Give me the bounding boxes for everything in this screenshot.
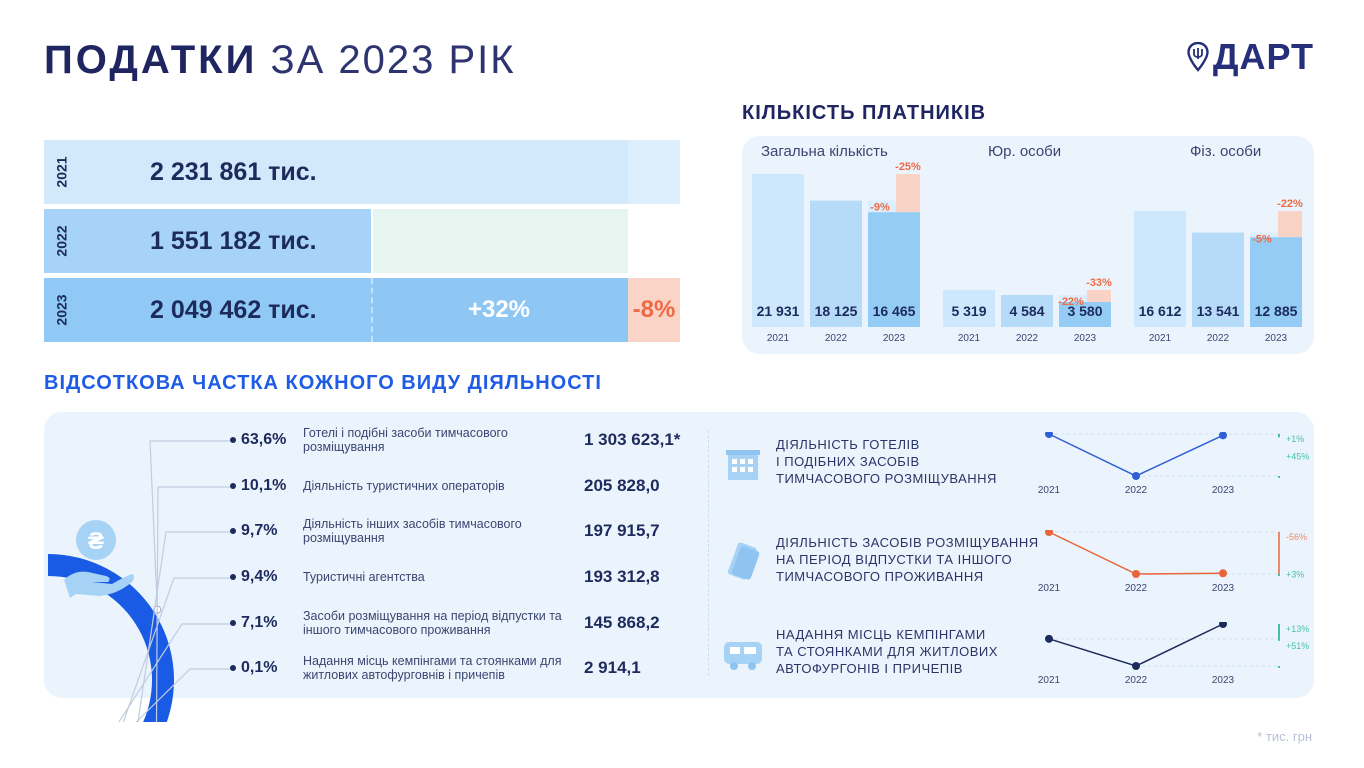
trend-line bbox=[1049, 434, 1223, 476]
share-value: 197 915,7 bbox=[584, 521, 660, 540]
payer-value: 18 125 bbox=[814, 303, 858, 319]
change-vs-2021: -33% bbox=[1086, 276, 1112, 289]
share-value: 1 303 623,1* bbox=[584, 430, 681, 449]
trend-label bbox=[776, 534, 1039, 585]
share-leader-line bbox=[150, 441, 230, 610]
share-label: Надання місць кемпінгами та стоянками для житлових автофурговнів і причепів bbox=[303, 654, 562, 682]
year-label: 2023 bbox=[54, 294, 70, 326]
trend-label-line: ТИМЧАСОВОГО ПРОЖИВАННЯ bbox=[776, 569, 984, 584]
trend-point bbox=[1219, 569, 1227, 577]
payer-value: 4 584 bbox=[1009, 303, 1045, 319]
trend-point bbox=[1132, 662, 1140, 670]
change-vs-2021: +1% bbox=[1286, 434, 1305, 444]
share-value: 205 828,0 bbox=[584, 476, 660, 495]
change-vs-2021: +13% bbox=[1286, 624, 1310, 634]
title-rest: ЗА 2023 РІК bbox=[270, 38, 516, 82]
share-value: 145 868,2 bbox=[584, 613, 660, 632]
share-percent: 10,1% bbox=[230, 477, 286, 495]
bar-2021 bbox=[44, 140, 628, 204]
share-percent: 0,1% bbox=[230, 659, 277, 677]
change-vs-2022: +45% bbox=[1286, 451, 1310, 462]
change-vs-2022: -5% bbox=[1252, 233, 1272, 246]
total-row-2021 bbox=[44, 140, 680, 204]
share-row bbox=[230, 509, 700, 553]
hotel-icon bbox=[722, 444, 766, 489]
payer-value: 12 885 bbox=[1254, 303, 1298, 319]
trend-label-line: І ПОДІБНИХ ЗАСОБІВ bbox=[776, 454, 920, 469]
bar-2021-tail bbox=[628, 140, 680, 204]
trend-year: 2023 bbox=[1211, 675, 1235, 686]
share-label: Діяльність інших засобів тимчасового розміщування bbox=[303, 517, 522, 545]
payer-year: 2021 bbox=[766, 333, 790, 344]
trend-year: 2021 bbox=[1037, 485, 1061, 496]
trend-chart bbox=[1030, 530, 1330, 605]
payer-year: 2022 bbox=[1015, 333, 1039, 344]
share-row bbox=[230, 601, 700, 645]
trend-point bbox=[1132, 570, 1140, 578]
trend-year: 2023 bbox=[1211, 485, 1235, 496]
growth-percent: +32% bbox=[467, 296, 531, 323]
ticket-icon bbox=[722, 542, 766, 587]
payers-title: КІЛЬКІСТЬ ПЛАТНИКІВ bbox=[742, 102, 987, 124]
share-row bbox=[230, 646, 700, 690]
payer-value: 16 465 bbox=[872, 303, 916, 319]
change-vs-2022: -9% bbox=[870, 201, 890, 214]
payer-value: 21 931 bbox=[756, 303, 800, 319]
title-bold: ПОДАТКИ bbox=[44, 38, 258, 82]
payer-year: 2021 bbox=[957, 333, 981, 344]
share-row bbox=[230, 418, 700, 462]
trend-label-line: ТА СТОЯНКАМИ ДЛЯ ЖИТЛОВИХ bbox=[776, 644, 998, 659]
trend-label-line: НА ПЕРІОД ВІДПУСТКИ ТА ІНШОГО bbox=[776, 552, 1013, 567]
share-percent: 7,1% bbox=[230, 614, 277, 632]
share-label: Готелі і подібні засоби тимчасового розміщування bbox=[303, 426, 508, 454]
total-row-2022 bbox=[44, 209, 680, 273]
trend-label-line: НАДАННЯ МІСЦЬ КЕМПІНГАМИ bbox=[776, 627, 986, 642]
trend-label-line: ДІЯЛЬНІСТЬ ГОТЕЛІВ bbox=[776, 437, 920, 452]
trend-point bbox=[1045, 530, 1053, 536]
trend-year: 2022 bbox=[1124, 485, 1148, 496]
share-row bbox=[230, 464, 700, 508]
divider bbox=[708, 430, 709, 676]
payer-year: 2023 bbox=[1264, 333, 1288, 344]
payer-value: 3 580 bbox=[1067, 303, 1103, 319]
change-vs-2022: -22% bbox=[1058, 296, 1084, 309]
share-percent: 9,4% bbox=[230, 568, 277, 586]
svg-text:₴: ₴ bbox=[87, 528, 105, 555]
share-row bbox=[230, 555, 700, 599]
trend-year: 2022 bbox=[1124, 675, 1148, 686]
trend-point bbox=[1045, 432, 1053, 438]
year-label: 2021 bbox=[54, 156, 70, 188]
trend-label bbox=[776, 436, 997, 487]
payer-year: 2023 bbox=[1073, 333, 1097, 344]
logo-text: ДАРТ bbox=[1212, 36, 1314, 77]
payer-year: 2022 bbox=[1206, 333, 1230, 344]
payer-value: 5 319 bbox=[951, 303, 987, 319]
total-row-2023 bbox=[44, 278, 680, 342]
shares-title: ВІДСОТКОВА ЧАСТКА КОЖНОГО ВИДУ ДІЯЛЬНОСТІ bbox=[44, 372, 602, 394]
payer-value: 16 612 bbox=[1138, 303, 1182, 319]
payers-chart bbox=[742, 136, 1314, 354]
payer-year: 2021 bbox=[1148, 333, 1172, 344]
decline-vs-2021 bbox=[1278, 211, 1302, 237]
share-percent: 63,6% bbox=[230, 431, 286, 449]
payer-year: 2022 bbox=[824, 333, 848, 344]
trend-chart bbox=[1030, 622, 1330, 697]
share-label: Засоби розміщування на період відпустки та іншого тимчасового проживання bbox=[303, 609, 562, 637]
decline-percent: -8% bbox=[632, 296, 676, 323]
trend-line bbox=[1049, 532, 1223, 574]
trend-label-line: ДІЯЛЬНІСТЬ ЗАСОБІВ РОЗМІЩУВАННЯ bbox=[776, 535, 1039, 550]
payers-panel bbox=[742, 136, 1314, 354]
camper-icon bbox=[722, 634, 766, 679]
trend-chart bbox=[1030, 432, 1330, 507]
trend-year: 2022 bbox=[1124, 583, 1148, 594]
year-label: 2022 bbox=[54, 225, 70, 257]
change-vs-2022: +51% bbox=[1286, 641, 1310, 651]
total-value: 2 049 462 тис. bbox=[150, 295, 317, 324]
trend-point bbox=[1219, 622, 1227, 628]
decline-vs-2021 bbox=[896, 174, 920, 212]
total-value: 1 551 182 тис. bbox=[150, 226, 317, 255]
share-label: Туристичні агентства bbox=[303, 570, 425, 584]
change-vs-2021: -25% bbox=[895, 161, 921, 173]
logo bbox=[1187, 36, 1314, 78]
share-value: 193 312,8 bbox=[584, 567, 660, 586]
trend-label-line: АВТОФУРГОНІВ І ПРИЧЕПІВ bbox=[776, 661, 963, 676]
group-label-legal: Юр. особи bbox=[988, 143, 1062, 160]
total-value: 2 231 861 тис. bbox=[150, 157, 317, 186]
trend-year: 2021 bbox=[1037, 675, 1061, 686]
decline-vs-2021 bbox=[1087, 290, 1111, 302]
trend-label bbox=[776, 626, 998, 677]
share-percent: 9,7% bbox=[230, 522, 277, 540]
payer-value: 13 541 bbox=[1196, 303, 1240, 319]
trend-point bbox=[1219, 432, 1227, 439]
payer-year: 2023 bbox=[882, 333, 906, 344]
trend-year: 2021 bbox=[1037, 583, 1061, 594]
trend-line bbox=[1049, 624, 1223, 666]
trend-point bbox=[1132, 472, 1140, 480]
location-pin-icon bbox=[1187, 42, 1209, 72]
group-label-individuals: Фіз. особи bbox=[1190, 143, 1262, 160]
share-label: Діяльність туристичних операторів bbox=[303, 479, 505, 493]
change-vs-2021: -22% bbox=[1277, 198, 1303, 211]
footnote: * тис. грн bbox=[1257, 729, 1312, 744]
trend-point bbox=[1045, 635, 1053, 643]
page-title bbox=[44, 38, 516, 83]
share-value: 2 914,1 bbox=[584, 658, 641, 677]
change-vs-2021: -56% bbox=[1286, 532, 1308, 542]
group-label-total: Загальна кількість bbox=[761, 143, 888, 160]
change-vs-2022: +3% bbox=[1286, 569, 1305, 580]
bar-2022-gap bbox=[373, 209, 628, 273]
trend-year: 2023 bbox=[1211, 583, 1235, 594]
trend-label-line: ТИМЧАСОВОГО РОЗМІЩУВАННЯ bbox=[776, 471, 997, 486]
hand-coin-icon bbox=[62, 518, 136, 605]
